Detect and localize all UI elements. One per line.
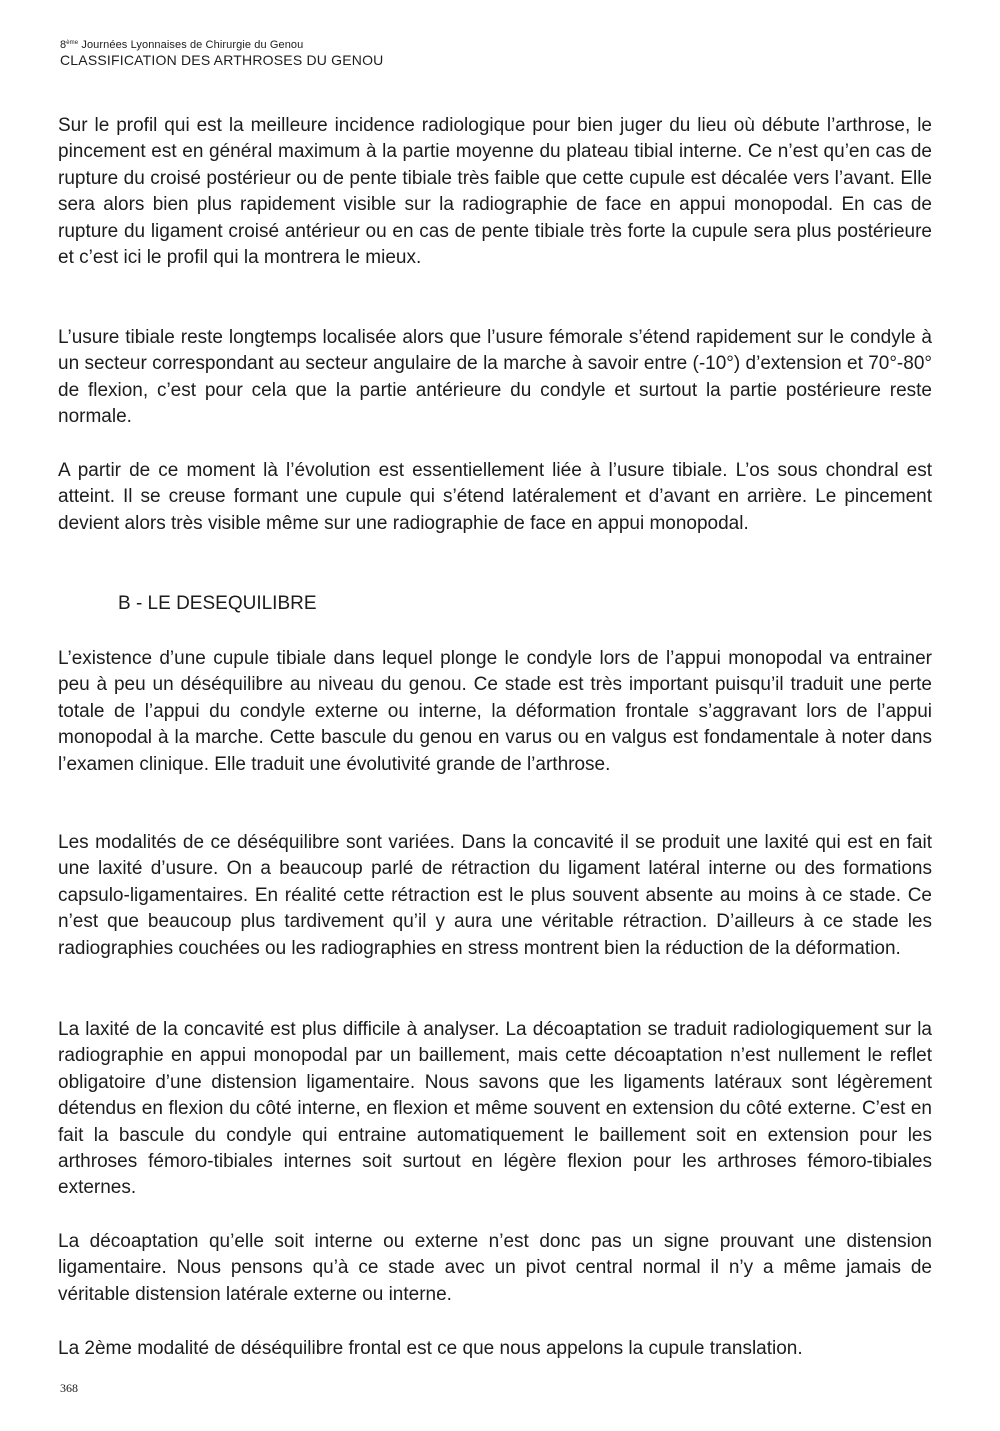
section-heading: B - LE DESEQUILIBRE (118, 593, 317, 614)
paragraph-cupule-translation: La 2ème modalité de déséquilibre frontal est ce que nous appelons la cupule translation. (58, 1338, 803, 1359)
edition-number: 8 (60, 39, 67, 51)
event-name-line (60, 36, 384, 52)
running-header (60, 36, 384, 69)
paragraph-cupule-tibiale: L’existence d’une cupule tibiale dans lequel plonge le condyle lors de l’appui monopodal va entrainer peu à peu un déséquilibre au niveau du genou. Ce stade est très important puisqu’il traduit une perte totale de l’appui du condyle externe ou interne, la déformation frontale s’aggravant lors de l’appui monopodal à la marche. Cette bascule du genou en varus ou en valgus est fondamentale à noter dans l’examen clinique. Elle traduit une évolutivité grande de l’arthrose. (58, 648, 932, 775)
event-name: Journées Lyonnaises de Chirurgie du Genou (81, 39, 304, 51)
paragraph-laxite: La laxité de la concavité est plus difficile à analyser. La décoaptation se traduit radiologiquement sur la radiographie en appui monopodal par un baillement, mais cette décoaptation n’est nullement le reflet obligatoire d’une distension ligamentaire. Nous savons que les ligaments latéraux sont légèrement détendus en flexion du côté interne, en flexion et même souvent en extension du côté externe. C’est en fait la bascule du condyle qui entraine automatiquement le baillement soit en extension pour les arthroses fémoro-tibiales internes soit surtout en légère flexion pour les arthroses fémoro-tibiales externes. (58, 1019, 932, 1199)
paragraph-usure-tibiale: L’usure tibiale reste longtemps localisée alors que l’usure fémorale s’étend rapidement sur le condyle à un secteur correspondant au secteur angulaire de la marche à savoir entre (-10°) d’extension et 70°-80° de flexion, c’est pour cela que la partie antérieure du condyle et surtout la partie postérieure reste normale. (58, 327, 932, 428)
paragraph-modalites: Les modalités de ce déséquilibre sont variées. Dans la concavité il se produit une laxité qui est en fait une laxité d’usure. On a beaucoup parlé de rétraction du ligament latéral interne ou des formations capsulo-ligamentaires. En réalité cette rétraction est le plus souvent absente au moins à ce stade. Ce n’est que beaucoup plus tardivement qu’il y aura une véritable rétraction. D’ailleurs à ce stade les radiographies couchées ou les radiographies en stress montrent bien la réduction de la déformation. (58, 832, 932, 959)
edition-suffix: ème (66, 40, 79, 46)
paragraph-evolution: A partir de ce moment là l’évolution est essentiellement liée à l’usure tibiale. L’os sous chondral est atteint. Il se creuse formant une cupule qui s’étend latéralement et d’avant en arrière. Le pincement devient alors très visible même sur une radiographie de face en appui monopodal. (58, 460, 932, 534)
page-number: 368 (60, 1381, 78, 1395)
document-title: CLASSIFICATION DES ARTHROSES DU GENOU (60, 52, 384, 68)
paragraph-profil: Sur le profil qui est la meilleure incidence radiologique pour bien juger du lieu où débute l’arthrose, le pincement est en général maximum à la partie moyenne du plateau tibial interne. Ce n’est qu’en cas de rupture du croisé postérieur ou de pente tibiale très faible que cette cupule est décalée vers l’avant. Elle sera alors bien plus rapidement visible sur la radiographie de face en appui monopodal. En cas de rupture du ligament croisé antérieur ou en cas de pente tibiale très forte la cupule sera plus postérieure et c’est ici le profil qui la montrera le mieux. (58, 115, 932, 269)
paragraph-decoaptation: La décoaptation qu’elle soit interne ou externe n’est donc pas un signe prouvant une distension ligamentaire. Nous pensons qu’à ce stade avec un pivot central normal il n’y a même jamais de véritable distension latérale externe ou interne. (58, 1231, 932, 1305)
